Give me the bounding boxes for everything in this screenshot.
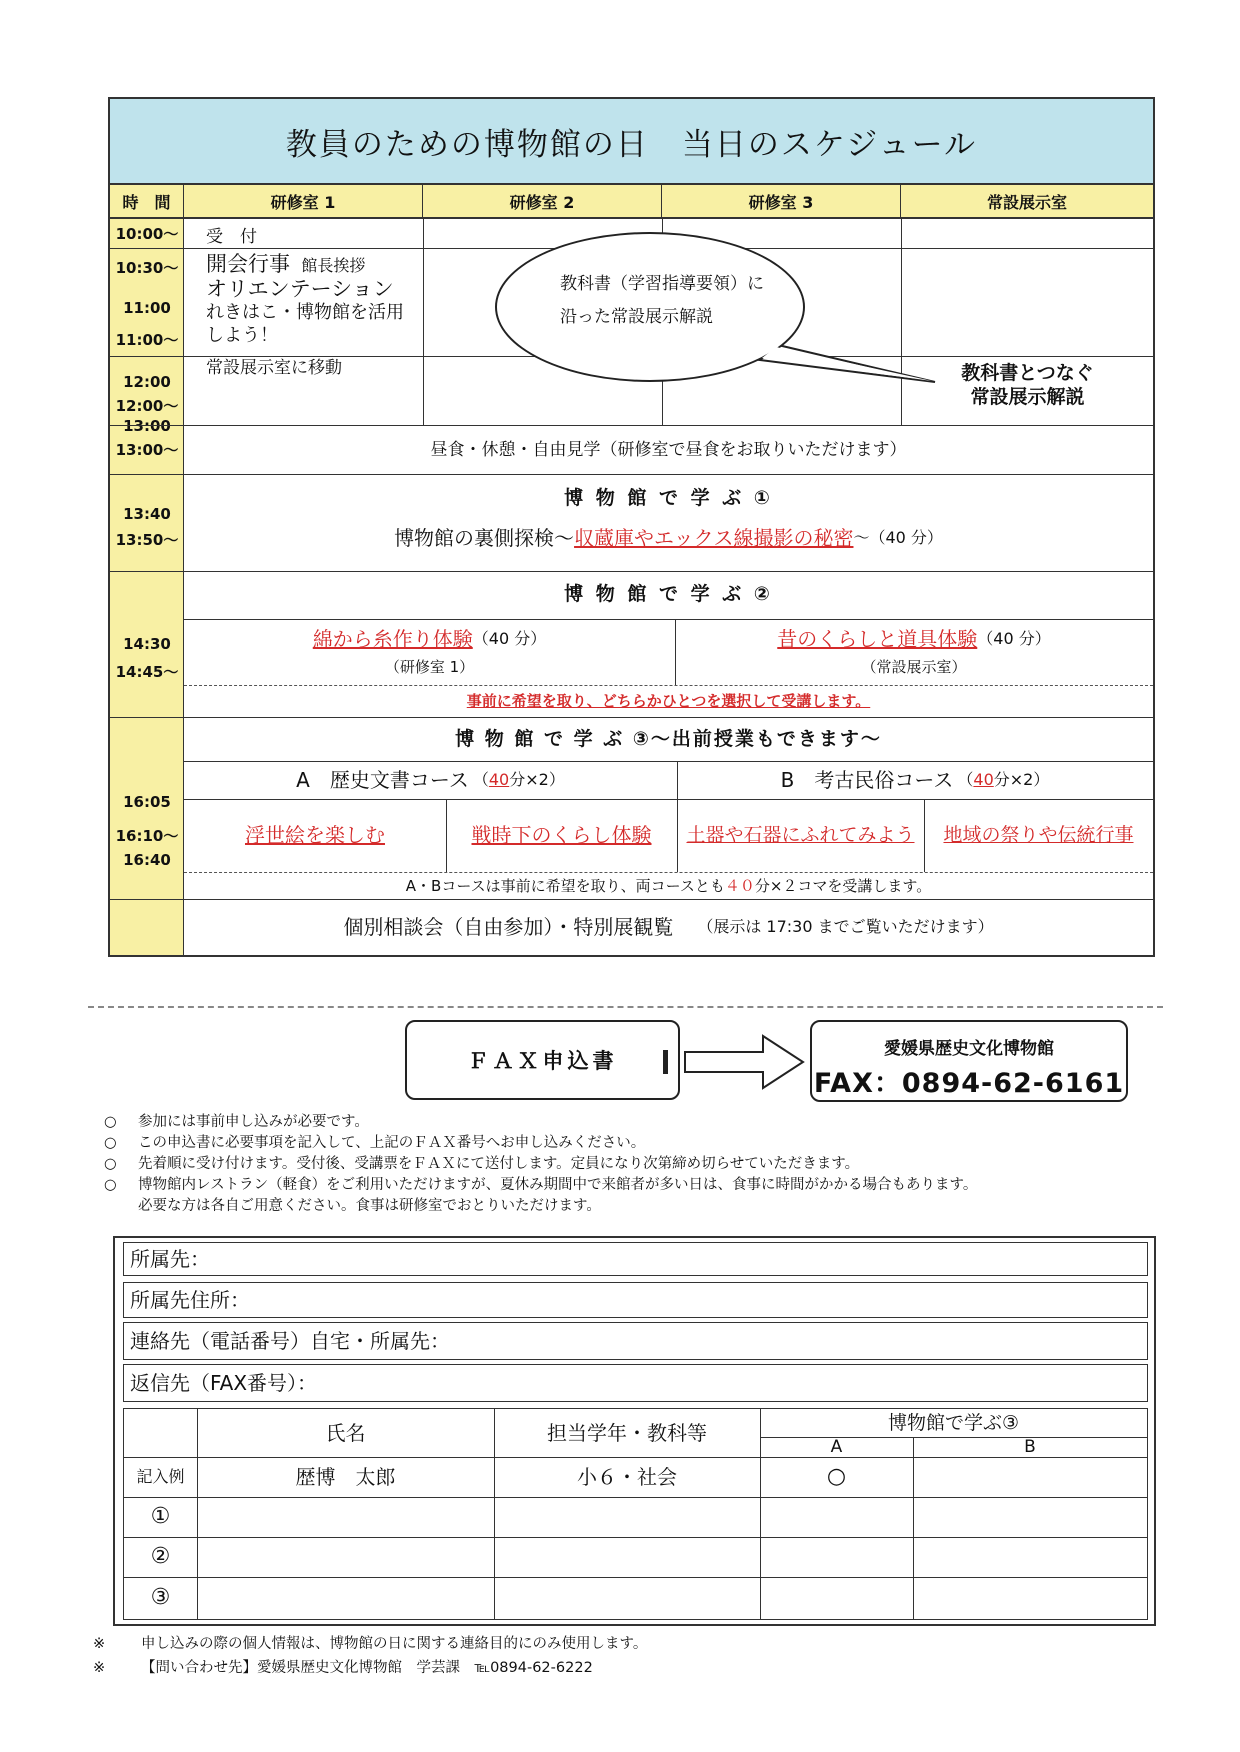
learn1-post: 〜（40 分） (853, 528, 943, 547)
courseB-num: 40 (973, 770, 994, 789)
topic-ukiyoe: 浮世絵を楽しむ (245, 823, 385, 847)
footer-item: 申し込みの際の個人情報は、博物館の日に関する連絡目的にのみ使用します。 (141, 1636, 648, 1652)
time-label: 13:50〜 (115, 531, 179, 549)
consult-note: （展示は 17:30 までご覧いただけます） (697, 917, 994, 936)
note-mark: ○ (104, 1177, 117, 1193)
note-item: 必要な方は各自ご用意ください。食事は研修室でおとりいただけます。 (138, 1198, 601, 1214)
time-label: 10:30〜 (115, 259, 179, 277)
learn3-note-num: ４０ (724, 877, 755, 895)
reply-label: 返信先（FAX番号）： (130, 1371, 318, 1395)
courseB-pre: （ (957, 770, 974, 789)
address-field[interactable] (123, 1282, 1148, 1318)
note-mark: ○ (104, 1135, 117, 1151)
courseB-label: B 考古民俗コース (780, 768, 954, 792)
time-label: 16:05 (123, 793, 171, 811)
time-label: 14:30 (123, 635, 171, 653)
tools-room: （常設展示室） (861, 658, 967, 676)
lunch-text: 昼食・休憩・自由見学（研修室で昼食をお取りいただけます） (430, 439, 907, 460)
time-label: 11:00〜 (115, 331, 179, 349)
affiliation-field[interactable] (123, 1242, 1148, 1276)
affiliation-label: 所属先： (130, 1247, 210, 1271)
col-b: B (1024, 1437, 1036, 1457)
fax-destination-box (810, 1020, 1128, 1102)
note-item: この申込書に必要事項を記入して、上記のＦＡＸ番号へお申し込みください。 (138, 1135, 646, 1151)
topic-pottery: 土器や石器にふれてみよう (686, 824, 915, 846)
footer-mark: ※ (93, 1636, 106, 1652)
footer-notes (93, 1632, 1173, 1680)
learn3-note-pre: A・Bコースは事前に希望を取り、両コースとも (405, 877, 725, 895)
note-item: 参加には事前申し込みが必要です。 (138, 1114, 369, 1130)
time-label: 16:40 (123, 851, 171, 869)
time-label: 16:10〜 (115, 827, 179, 845)
header-time: 時 間 (110, 185, 184, 219)
participants-table (123, 1408, 1148, 1620)
learn1-title: 博 物 館 で 学 ぶ ① (564, 487, 773, 509)
cotton-room: （研修室 1） (384, 658, 475, 676)
courseB-post: 分×2） (993, 770, 1050, 789)
textbook-link-text: 教科書とつなぐ 常設展示解説 (961, 362, 1094, 408)
application-form (113, 1236, 1156, 1626)
time-label: 13:00〜 (115, 441, 179, 459)
cotton-time: （40 分） (472, 629, 547, 648)
rekihaku-text: れきはこ・博物館を活用しよう！ (206, 302, 404, 346)
time-label: 11:00 (123, 299, 171, 317)
time-label: 13:00 (123, 417, 171, 435)
row-number: ① (150, 1504, 171, 1529)
row-number: ② (150, 1544, 171, 1569)
time-label: 12:00 (123, 373, 171, 391)
consult-text: 個別相談会（自由参加）・特別展観覧 (343, 915, 674, 939)
contact-label: 連絡先（電話番号）自宅・所属先： (130, 1329, 450, 1353)
header-room2: 研修室 2 (423, 185, 662, 219)
header-room3: 研修室 3 (662, 185, 901, 219)
time-label: 14:45〜 (115, 663, 179, 681)
footer-mark: ※ (93, 1660, 106, 1676)
learn3-note-post: 分×２コマを受講します。 (754, 877, 932, 895)
footer-item: 【問い合わせ先】愛媛県歴史文化博物館 学芸課 ℡0894-62-6222 (141, 1660, 593, 1676)
note-mark: ○ (104, 1156, 117, 1172)
bar-mark (663, 1050, 668, 1074)
tools-time: （40 分） (977, 629, 1051, 648)
example-grade: 小６・社会 (577, 1465, 677, 1489)
row-number: ③ (150, 1585, 171, 1610)
bubble-text: 教科書（学習指導要領）に沿った常設展示解説 (560, 274, 764, 327)
tools-text: 昔のくらしと道具体験 (777, 627, 978, 651)
fax-form-title: ＦＡＸ申込書 (467, 1049, 618, 1073)
note-item: 先着順に受け付けます。受付後、受講票をＦＡＸにて送付します。定員になり次第締め切らせていただきます。 (138, 1156, 860, 1172)
fax-form-title-box (405, 1020, 680, 1100)
learn2-note: 事前に希望を取り、どちらかひとつを選択して受講します。 (466, 692, 871, 710)
move-text: 常設展示室に移動 (206, 358, 342, 378)
orientation-text: オリエンテーション (206, 277, 394, 301)
courseA-num: 40 (488, 770, 510, 789)
note-mark: ○ (104, 1114, 117, 1130)
col-a: A (830, 1437, 843, 1457)
time-label: 12:00〜 (115, 397, 179, 415)
time-label: 10:00〜 (115, 225, 179, 243)
contact-field[interactable] (123, 1322, 1148, 1360)
example-label: 記入例 (136, 1467, 185, 1486)
example-name: 歴博 太郎 (295, 1465, 396, 1489)
arrow-right-icon (683, 1032, 808, 1092)
courseA-post: 分×2） (509, 770, 565, 789)
header-room1: 研修室 1 (184, 185, 423, 219)
learn1-highlight: 収蔵庫やエックス線撮影の秘密 (574, 526, 854, 550)
cut-line (88, 1006, 1163, 1008)
fax-number: FAX：0894-62-6161 (813, 1068, 1125, 1099)
courseA-label: A 歴史文書コース (296, 768, 469, 792)
cotton-text: 綿から糸作り体験 (312, 627, 473, 651)
address-label: 所属先住所： (130, 1288, 250, 1312)
col-learn3: 博物館で学ぶ③ (887, 1412, 1020, 1434)
topic-wartime: 戦時下のくらし体験 (471, 823, 652, 847)
greeting-text: 館長挨拶 (301, 256, 366, 275)
reception-text: 受 付 (206, 227, 257, 247)
header-exhibit: 常設展示室 (901, 185, 1153, 219)
learn3-title: 博 物 館 で 学 ぶ ③〜出前授業もできます〜 (455, 728, 882, 750)
learn1-pre: 博物館の裏側探検〜 (394, 526, 575, 550)
reply-fax-field[interactable] (123, 1364, 1148, 1402)
courseA-pre: （ (472, 770, 489, 789)
learn2-title: 博 物 館 で 学 ぶ ② (564, 583, 773, 605)
topic-festival: 地域の祭りや伝統行事 (943, 824, 1134, 846)
schedule-title: 教員のための博物館の日 当日のスケジュール (110, 99, 1153, 185)
col-name: 氏名 (325, 1421, 366, 1445)
notes-list (104, 1112, 1184, 1217)
col-grade: 担当学年・教科等 (547, 1421, 707, 1445)
museum-name: 愛媛県歴史文化博物館 (884, 1039, 1054, 1059)
example-mark: ○ (826, 1464, 847, 1489)
opening-text: 開会行事 (206, 252, 290, 276)
note-item: 博物館内レストラン（軽食）をご利用いただけますが、夏休み期間中で来館者が多い日は、食事に時間がかかる場合もあります。 (138, 1177, 978, 1193)
time-label: 13:40 (123, 505, 171, 523)
